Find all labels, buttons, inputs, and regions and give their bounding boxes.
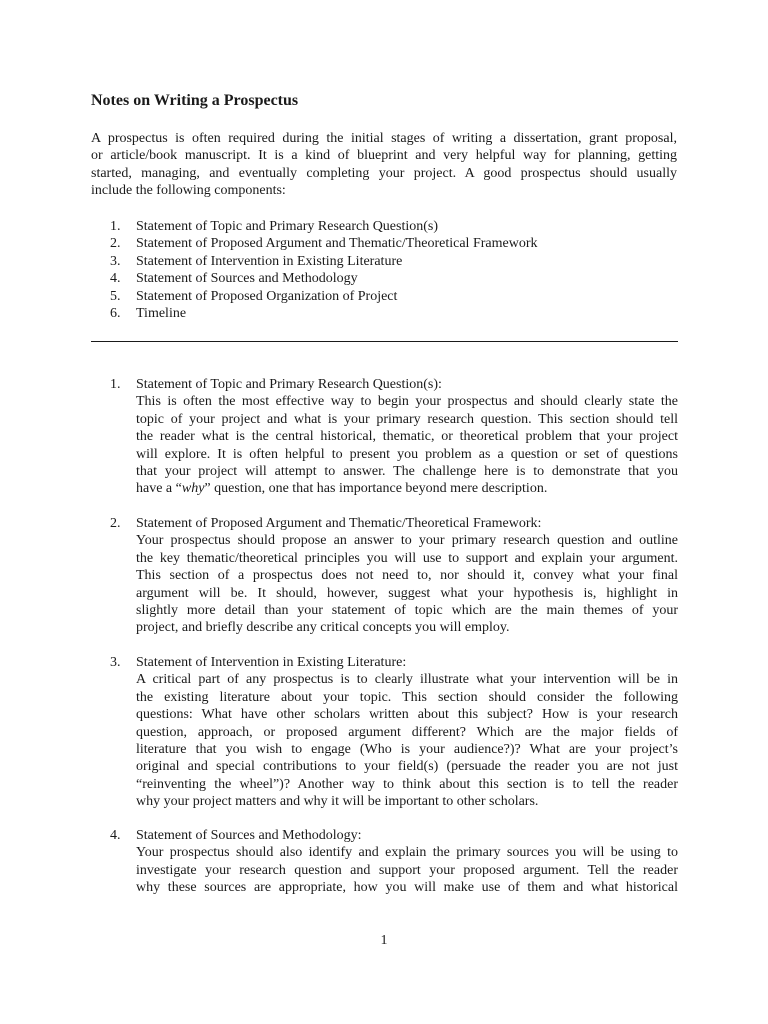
section-body bbox=[136, 393, 678, 497]
list-item bbox=[110, 270, 538, 287]
body-line: This section of a prospectus does not need to, nor should it, convey what your final bbox=[136, 568, 678, 584]
document-title: Notes on Writing a Prospectus bbox=[91, 92, 299, 109]
list-number: 3. bbox=[110, 253, 121, 269]
body-text: ” question, one that has importance beyond mere description. bbox=[204, 481, 548, 497]
section-body bbox=[136, 844, 678, 896]
section-body bbox=[136, 532, 678, 636]
body-line: the reader what is the central historical, thematic, or theoretical problem that your project bbox=[136, 429, 678, 445]
list-number: 6. bbox=[110, 305, 121, 321]
body-line: This is often the most effective way to begin your prospectus and should clearly state the bbox=[136, 394, 678, 410]
body-line: Your prospectus should propose an answer to your primary research question and outline bbox=[136, 533, 678, 549]
body-line: Your prospectus should also identify and explain the primary sources you will be using to bbox=[136, 845, 678, 861]
horizontal-divider bbox=[91, 341, 678, 342]
section-number: 2. bbox=[110, 516, 121, 531]
list-item-text: Statement of Intervention in Existing Literature bbox=[136, 253, 403, 269]
section-heading bbox=[110, 376, 678, 393]
list-item-text: Timeline bbox=[136, 305, 187, 321]
body-line: argument will be. It should, however, suggest what your hypothesis is, highlight in bbox=[136, 585, 678, 601]
list-number: 2. bbox=[110, 236, 121, 252]
section-body bbox=[136, 671, 678, 810]
list-number: 4. bbox=[110, 271, 121, 287]
section-heading-text: Statement of Proposed Argument and Thematic/Theoretical Framework: bbox=[136, 516, 542, 531]
body-line: “reinventing the wheel”)? Another way to think about this section is to tell the reader bbox=[136, 776, 678, 792]
body-line: why these sources are appropriate, how you will make use of them and what historical bbox=[136, 880, 678, 896]
list-item-text: Statement of Sources and Methodology bbox=[136, 271, 358, 287]
list-item-text: Statement of Proposed Organization of Project bbox=[136, 288, 398, 304]
section-heading bbox=[110, 515, 678, 532]
section-number: 1. bbox=[110, 377, 121, 392]
intro-line: include the following components: bbox=[91, 183, 286, 199]
body-line: project, and briefly describe any critical concepts you will employ. bbox=[136, 620, 510, 636]
components-list bbox=[110, 218, 538, 322]
body-text: have a “ bbox=[136, 481, 182, 497]
section-number: 4. bbox=[110, 828, 121, 843]
section-heading bbox=[110, 654, 678, 671]
body-line: the existing literature about your topic. This section should consider the following bbox=[136, 689, 678, 705]
list-item bbox=[110, 288, 538, 305]
body-line: literature that you wish to engage (Who is your audience?)? What are your project’s bbox=[136, 742, 678, 758]
intro-line: or article/book manuscript. It is a kind of blueprint and very helpful way for planning, getting bbox=[91, 148, 677, 164]
body-line: original and special contributions to your field(s) (persuade the reader you are not just bbox=[136, 759, 678, 775]
section-heading bbox=[110, 827, 678, 844]
list-item bbox=[110, 218, 538, 235]
section-intervention-literature bbox=[110, 654, 678, 811]
intro-line: A prospectus is often required during the initial stages of writing a dissertation, grant proposal, bbox=[91, 131, 677, 146]
body-line: the key thematic/theoretical principles you will use to support and explain your argument. bbox=[136, 550, 678, 566]
intro-line: started, managing, and eventually completing your project. A good prospectus should usually bbox=[91, 165, 677, 181]
body-line: will explore. It is often helpful to present you problem as a question or set of questions bbox=[136, 446, 678, 462]
body-line: that your project will attempt to answer. The challenge here is to demonstrate that you bbox=[136, 464, 678, 480]
list-item bbox=[110, 235, 538, 252]
intro-paragraph bbox=[91, 130, 677, 200]
list-item bbox=[110, 253, 538, 270]
emphasis-text: why bbox=[181, 481, 205, 497]
body-line: A critical part of any prospectus is to clearly illustrate what your intervention will be in bbox=[136, 672, 678, 688]
section-argument-framework bbox=[110, 515, 678, 637]
body-line: question, approach, or proposed argument different? Which are the major fields of bbox=[136, 724, 678, 740]
list-item-text: Statement of Proposed Argument and Thematic/Theoretical Framework bbox=[136, 236, 538, 252]
list-number: 1. bbox=[110, 219, 121, 234]
body-line: questions: What have other scholars written about this subject? How is your research bbox=[136, 707, 678, 723]
section-topic-question bbox=[110, 376, 678, 498]
list-item-text: Statement of Topic and Primary Research Question(s) bbox=[136, 219, 439, 234]
body-line: topic of your project and what is your primary research question. This section should tell bbox=[136, 411, 678, 427]
section-heading-text: Statement of Intervention in Existing Literature: bbox=[136, 655, 407, 670]
body-line: investigate your research question and support your proposed argument. Tell the reader bbox=[136, 862, 678, 878]
section-heading-text: Statement of Sources and Methodology: bbox=[136, 828, 362, 843]
list-item bbox=[110, 305, 538, 322]
section-sources-methodology bbox=[110, 827, 678, 897]
list-number: 5. bbox=[110, 288, 121, 304]
body-line bbox=[136, 480, 678, 497]
page-number: 1 bbox=[380, 933, 388, 948]
body-line: slightly more detail than your statement of topic which are the main themes of your bbox=[136, 603, 678, 619]
section-number: 3. bbox=[110, 655, 121, 670]
section-heading-text: Statement of Topic and Primary Research Question(s): bbox=[136, 377, 442, 392]
body-line: why your project matters and why it will be important to other scholars. bbox=[136, 794, 539, 810]
